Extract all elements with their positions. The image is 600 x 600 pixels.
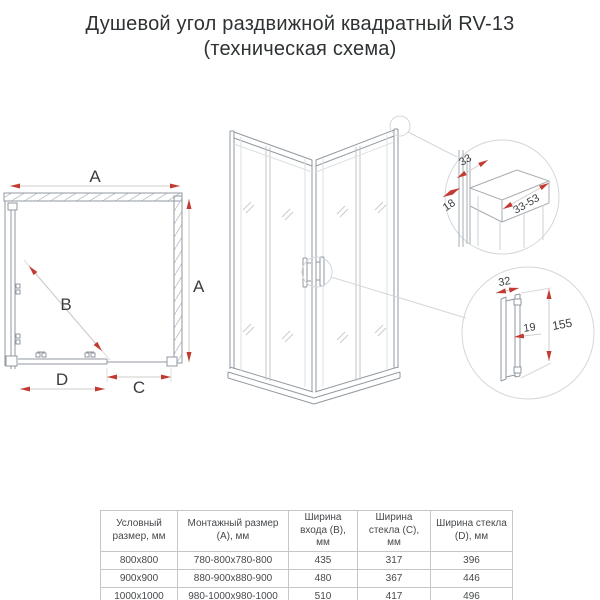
plan-wall-top	[4, 193, 182, 201]
detail-label-18: 18	[440, 197, 458, 214]
plan-wall-right	[174, 196, 182, 363]
detail-handle	[462, 267, 594, 399]
roller-icon	[15, 284, 20, 294]
plan-label-d: D	[55, 370, 69, 389]
detail-label-33: 33	[457, 152, 474, 169]
table-cell: 900x900	[101, 569, 178, 587]
plan-label-b: B	[60, 295, 72, 314]
table-header-cell: Ширина стекла (D), мм	[431, 511, 513, 552]
detail-label-33-53: 33-53	[511, 192, 542, 217]
page-title-line1: Душевой угол раздвижной квадратный RV-13	[85, 13, 515, 35]
table-row	[101, 587, 513, 600]
table-cell: 880-900x880-900	[178, 569, 289, 587]
table-cell: 317	[358, 551, 431, 569]
table-cell: 435	[289, 551, 358, 569]
table-cell: 980-1000x980-1000	[178, 587, 289, 600]
table-cell: 396	[431, 551, 513, 569]
table-header-cell: Ширина входа (В), мм	[289, 511, 358, 552]
table-cell: 510	[289, 587, 358, 600]
handle-label-32: 32	[497, 275, 512, 290]
handle-label-19: 19	[522, 321, 537, 335]
table-row	[101, 569, 513, 587]
plan-view	[4, 167, 205, 397]
table-header-cell: Ширина стекла (С), мм	[358, 511, 431, 552]
table-cell: 367	[358, 569, 431, 587]
shower-3d-view	[228, 116, 466, 404]
table-cell: 417	[358, 587, 431, 600]
table-cell: 800x800	[101, 551, 178, 569]
plan-label-c: C	[132, 378, 146, 397]
plan-label-a-right: A	[193, 277, 205, 296]
plan-bottom-door	[6, 352, 177, 366]
roller-icon	[15, 334, 20, 344]
table-header-cell: Условный размер, мм	[101, 511, 178, 552]
plan-left-door	[5, 201, 20, 369]
table-cell: 780-800x780-800	[178, 551, 289, 569]
table-header-cell: Монтажный размер (А), мм	[178, 511, 289, 552]
table-cell: 496	[431, 587, 513, 600]
roller-icon	[85, 352, 95, 357]
table-row	[101, 551, 513, 569]
roller-icon	[36, 352, 46, 357]
table-cell: 446	[431, 569, 513, 587]
detail-top-profile	[441, 140, 559, 254]
table-header-row	[101, 511, 513, 552]
table-cell: 1000x1000	[101, 587, 178, 600]
plan-label-a-top: A	[89, 167, 101, 186]
handle-label-155: 155	[551, 315, 574, 333]
table-cell: 480	[289, 569, 358, 587]
glass-sparkle-icon	[243, 202, 386, 343]
page-title-line2: (техническая схема)	[203, 38, 397, 60]
specification-table	[100, 510, 513, 600]
